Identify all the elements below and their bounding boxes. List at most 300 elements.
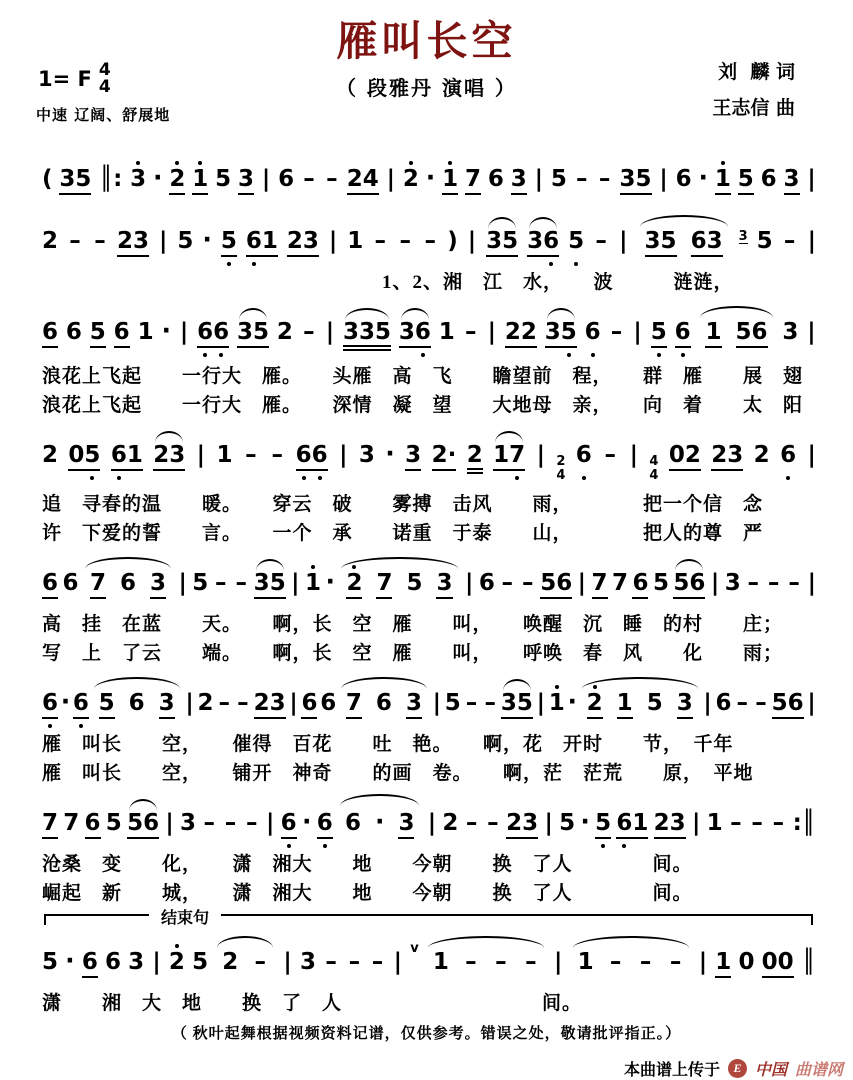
note-token (442, 168, 458, 195)
note-digit: 7 (509, 442, 526, 468)
slur-group (580, 692, 700, 719)
note-digit: 2 (442, 810, 459, 837)
note-digit: 3 (510, 166, 527, 192)
note-token (180, 812, 196, 835)
note-digit: 5 (89, 319, 106, 345)
note-token (246, 230, 278, 257)
dash-extension: – (755, 690, 767, 717)
note-digit: 3 (782, 319, 799, 345)
music-system (42, 792, 817, 908)
barline: | (185, 690, 194, 717)
barline: | (691, 810, 701, 837)
site-name-bold[interactable]: 中国 (754, 1062, 787, 1080)
lyrics-line: 雁 叫长 空， 催得 百花 吐 艳。 啊，花 开时 节， 千年 (42, 734, 734, 756)
note-digit: 5 (253, 319, 270, 345)
note-token (501, 692, 533, 719)
note-digit: 1 (632, 810, 649, 837)
note-digit: 0 (668, 442, 685, 468)
note-digit: 7 (591, 570, 608, 597)
note-digit: 3 (727, 442, 744, 468)
note-token (669, 444, 701, 471)
note-digit: 0 (761, 949, 778, 976)
barline: | (178, 570, 187, 597)
note-digit: 1 (548, 690, 565, 717)
note-token (738, 168, 754, 195)
barline: | (554, 949, 563, 976)
note-token (238, 168, 254, 195)
note-digit: 6 (675, 166, 692, 192)
note-digit: 6 (295, 442, 312, 468)
note-digit: 1 (126, 442, 143, 468)
note-token (192, 951, 208, 974)
note-token (479, 572, 495, 595)
barline: | (339, 442, 348, 468)
note-digit: 0 (68, 442, 85, 468)
note-token (127, 812, 159, 839)
barline: | (328, 228, 338, 254)
note-digit: 6 (72, 690, 89, 717)
note-token (177, 230, 193, 253)
note-token (192, 572, 208, 595)
note-digit: 5 (220, 228, 237, 254)
dash-extension: – (224, 810, 237, 837)
note-token (359, 444, 375, 467)
dash-extension: – (371, 949, 384, 976)
lyrics-line: 浪花上飞起 一行大 雁。 头雁 高 飞 瞻望前 程， 群 雁 展 翅 (42, 366, 804, 387)
note-digit: 5 (177, 228, 194, 254)
note-digit: 6 (311, 442, 328, 468)
note-digit: 1 (137, 319, 154, 345)
note-token (673, 572, 705, 599)
note-digit: 6 (690, 228, 707, 254)
barline: | (165, 810, 174, 837)
note-digit: 6 (316, 810, 333, 837)
slur-group (698, 321, 774, 348)
dash-extension: – (424, 228, 436, 254)
note-digit: v (410, 941, 419, 957)
note-token (654, 812, 686, 839)
note-digit: 5 (673, 570, 690, 597)
note-token (99, 692, 115, 719)
dash-extension: – (465, 690, 478, 717)
meter-numerator: 4 (98, 60, 111, 80)
note-digit: 6 (110, 442, 127, 468)
note-digit: 2 (586, 690, 603, 717)
note-token (576, 444, 592, 467)
note-token (784, 168, 800, 195)
note-token (117, 230, 149, 257)
dash-extension: – (484, 690, 496, 717)
note-token (707, 812, 723, 835)
dash-extension: – (767, 570, 780, 597)
grace-note (739, 230, 748, 244)
note-token (676, 168, 692, 191)
slur-group (571, 951, 691, 974)
note-token (716, 692, 732, 715)
note-digit: 6 (301, 690, 318, 717)
note-digit: 6 (414, 319, 431, 345)
lyrics-line: 沧桑 变 化， 潇 湘大 地 今朝 换 了人 间。 (42, 854, 693, 876)
note-digit: 6 (715, 690, 732, 717)
slur-group (426, 951, 546, 974)
dash-extension: – (94, 228, 106, 254)
slur-group (92, 692, 182, 719)
dash-extension: – (237, 690, 249, 717)
dash-extension: – (747, 570, 759, 597)
note-digit: 5 (756, 228, 773, 254)
note-digit: 7 (42, 810, 59, 837)
note-digit: 6 (487, 166, 504, 192)
note-digit: 2 (520, 319, 537, 345)
note-token (150, 572, 166, 599)
barline: | (432, 690, 442, 717)
note-token (715, 168, 731, 195)
meter-digit: 2 (556, 454, 566, 469)
note-digit: 5 (84, 442, 101, 468)
site-name-light[interactable]: 曲谱网 (794, 1062, 843, 1080)
lyrics-line: 潇 湘 大 地 换 了 人 间。 (42, 993, 583, 1015)
note-digit: 3 (527, 228, 544, 254)
augmentation-dot: · (580, 807, 590, 837)
note-token (612, 572, 628, 595)
dash-extension: – (610, 319, 623, 345)
barline: | (807, 442, 816, 468)
dash-extension: – (604, 442, 616, 468)
note-token (705, 321, 721, 348)
note-digit: 3 (253, 570, 270, 597)
footer (0, 1057, 843, 1080)
barline: | (807, 570, 816, 597)
note-token (169, 951, 185, 974)
note-token (296, 444, 328, 471)
meter-digit: 4 (649, 454, 659, 469)
note-digit: 1 (192, 166, 209, 192)
note-digit: 6 (143, 810, 160, 837)
note-token (493, 444, 525, 471)
note-digit: 7 (612, 570, 629, 597)
barline: | (467, 228, 477, 254)
dash-extension: – (639, 949, 652, 976)
note-digit: 6 (575, 442, 592, 468)
augmentation-dot: · (202, 225, 212, 254)
note-digit: 5 (516, 690, 533, 717)
note-token (300, 951, 316, 974)
note-digit: 2 (466, 442, 483, 468)
music-system (42, 210, 817, 297)
note-digit: 5 (737, 166, 754, 192)
augmentation-dot: · (153, 163, 163, 192)
note-token (345, 812, 361, 835)
lyrics-line: 浪花上飞起 一行大 雁。 深情 凝 望 大地母 亲， 向 着 太 阳 (42, 395, 804, 416)
note-token (445, 692, 461, 715)
note-digit: 6 (42, 690, 59, 717)
note-digit: 3 (436, 570, 453, 597)
note-token (761, 168, 777, 191)
notation-row (42, 148, 817, 206)
barline: | (325, 319, 335, 345)
note-digit: 3 (486, 228, 503, 254)
note-token (129, 692, 145, 715)
augmentation-dot: · (425, 163, 436, 192)
note-digit: 5 (127, 810, 144, 837)
note-digit: 6 (280, 810, 297, 837)
note-digit: 3 (783, 166, 800, 192)
note-digit: 7 (376, 570, 393, 597)
note-token (439, 321, 455, 344)
barline: | (487, 319, 496, 345)
augmentation-dot: · (301, 807, 312, 837)
note-token (725, 572, 741, 595)
note-digit: 2 (346, 166, 363, 192)
augmentation-dot: · (65, 946, 75, 976)
note-token (114, 321, 130, 348)
note-digit: 5 (215, 166, 232, 192)
barline: | (283, 949, 292, 976)
note-token (106, 812, 122, 835)
note-digit: 2 (506, 810, 523, 837)
note-digit: 5 (192, 949, 209, 976)
barline: :║ (792, 810, 816, 837)
note-digit: 5 (595, 810, 612, 837)
note-digit: 6 (105, 949, 122, 976)
note-digit: 7 (63, 810, 80, 837)
note-digit: 1 (706, 810, 723, 837)
notation-row (42, 792, 817, 850)
note-token (346, 572, 362, 599)
note-digit: 5 (75, 166, 92, 192)
note-digit: 2 (42, 228, 59, 254)
note-digit: 5 (550, 166, 567, 192)
note-token (237, 321, 269, 348)
note-digit: 3 (619, 166, 636, 192)
note-token (90, 321, 106, 348)
barline: | (393, 949, 403, 976)
note-digit: 3 (238, 166, 255, 192)
dash-extension: – (609, 949, 622, 976)
note-token (120, 572, 136, 595)
note-digit: 6 (616, 810, 633, 837)
lyrics-line: 雁 叫长 空， 铺开 神奇 的画 卷。 啊，茫 茫荒 原， 平地 (42, 763, 754, 785)
lyricist-credit: 刘 麟 词 (718, 61, 795, 83)
note-token (198, 692, 214, 715)
note-token (651, 321, 667, 348)
lyrics-line: 许 下爱的誓 言。 一个 承 诺重 于泰 山， 把人的尊 严 (42, 523, 764, 545)
note-digit: 1 (577, 949, 594, 976)
note-token (59, 168, 91, 195)
note-token (545, 321, 577, 348)
note-digit: 3 (358, 319, 375, 345)
note-digit: 2 (253, 690, 270, 717)
barline: | (807, 166, 816, 192)
note-digit: 3 (500, 690, 517, 717)
slur-group (339, 572, 459, 599)
note-token (467, 444, 483, 474)
dash-extension: – (399, 228, 412, 254)
note-token (691, 230, 723, 257)
note-digit: 2 (42, 442, 59, 468)
notation-row (42, 424, 817, 490)
note-digit: 3 (398, 810, 415, 837)
note-digit: 3 (669, 810, 686, 837)
note-digit: 2 (402, 166, 419, 192)
note-token (42, 951, 58, 974)
note-digit: 5 (652, 570, 669, 597)
dash-extension: – (235, 570, 247, 597)
note-token (153, 444, 185, 471)
note-token (403, 168, 419, 191)
dash-extension: – (788, 570, 800, 597)
dash-extension: – (598, 166, 611, 192)
augmentation-dot: · (567, 687, 577, 717)
note-token (221, 230, 237, 257)
time-signature (99, 62, 111, 97)
note-digit: 5 (540, 570, 557, 597)
note-digit: 6 (197, 319, 214, 345)
note-digit: 3 (522, 810, 539, 837)
note-token (399, 321, 431, 348)
barline: | (534, 166, 544, 192)
barline: | (196, 442, 206, 468)
note-token (551, 168, 567, 191)
note-token (281, 812, 297, 839)
barline: | (152, 949, 161, 976)
note-digit: 6 (375, 690, 392, 717)
note-digit: 6 (584, 319, 601, 345)
note-token (568, 230, 584, 253)
notation-row (42, 552, 817, 610)
dash-extension: – (751, 810, 763, 837)
note-token (782, 321, 798, 344)
music-system (42, 301, 817, 420)
note-digit: 5 (42, 949, 59, 976)
note-digit: 5 (269, 570, 286, 597)
note-token (128, 951, 144, 974)
note-token (73, 692, 89, 719)
dash-extension: – (203, 810, 216, 837)
note-digit: 3 (130, 166, 147, 192)
note-digit: 1 (715, 949, 732, 976)
note-digit: 2 (169, 166, 186, 192)
key-text: 1= F (38, 67, 92, 92)
note-digit: 5 (568, 228, 585, 254)
note-token (595, 812, 611, 839)
barline: ║: (99, 166, 123, 192)
note-digit: 2 (684, 442, 701, 468)
note-token (653, 572, 669, 595)
barline: | (179, 319, 189, 345)
note-digit: 6 (81, 949, 98, 976)
note-token (130, 168, 146, 191)
note-digit: 5 (735, 319, 752, 345)
dash-extension: – (595, 228, 607, 254)
note-digit: 3 (128, 949, 145, 976)
dash-extension: – (215, 570, 227, 597)
note-digit: 3 (738, 229, 748, 244)
note-token (63, 812, 79, 835)
note-token (406, 692, 422, 719)
barline: | (659, 166, 668, 192)
site-logo-icon[interactable]: E (728, 1059, 747, 1078)
note-digit: 2 (431, 442, 448, 468)
dash-extension: – (254, 949, 267, 976)
note-token (215, 168, 231, 191)
notation-row (42, 210, 817, 268)
note-digit: 3 (169, 442, 186, 468)
note-token (277, 321, 293, 344)
note-digit: 1 (616, 690, 633, 717)
note-digit: 6 (113, 319, 130, 345)
dash-extension: – (374, 228, 387, 254)
augmentation-dot: · (60, 687, 71, 717)
note-digit: 2 (153, 442, 170, 468)
note-digit: 1 (216, 442, 233, 468)
note-digit: 5 (650, 319, 667, 345)
dash-extension: – (669, 949, 682, 976)
barline: | (544, 810, 553, 837)
note-token (772, 692, 804, 719)
note-token (216, 444, 232, 467)
note-digit: 5 (98, 690, 115, 717)
slur-group (83, 572, 173, 599)
note-token (592, 572, 608, 599)
note-digit: 5 (646, 690, 663, 717)
note-digit: 6 (689, 570, 706, 597)
note-digit: 5 (444, 690, 461, 717)
dash-extension: – (303, 166, 315, 192)
note-token (85, 812, 101, 839)
note-digit: 1 (442, 166, 459, 192)
note-token (347, 230, 363, 253)
note-token (222, 951, 238, 974)
note-digit: 1 (493, 442, 510, 468)
note-digit: 1 (432, 949, 449, 976)
barline: | (291, 570, 300, 597)
composer-credit: 王志信 曲 (712, 97, 795, 119)
barline: | (577, 570, 587, 597)
note-token (42, 572, 58, 599)
barline: | (710, 570, 720, 597)
note-digit: 2 (753, 442, 770, 468)
note-digit: 5 (375, 319, 392, 345)
slur-group (339, 692, 429, 719)
dash-extension: – (246, 810, 258, 837)
note-token (511, 168, 527, 195)
note-token (645, 230, 677, 257)
note-token (432, 444, 457, 471)
note-token (42, 230, 58, 253)
note-token (111, 444, 143, 471)
dash-extension: – (326, 166, 338, 192)
note-token (42, 692, 58, 719)
barline: | (386, 166, 396, 192)
note-token (738, 951, 754, 974)
note-token (42, 444, 58, 467)
note-digit: 0 (777, 949, 794, 976)
music-system (42, 148, 817, 206)
barline: | (158, 228, 168, 254)
note-digit: 2 (346, 570, 363, 597)
note-digit: 6 (344, 810, 361, 837)
augmentation-dot: · (161, 316, 171, 345)
note-token (398, 812, 414, 839)
dash-extension: – (271, 442, 284, 468)
note-digit: 3 (158, 690, 175, 717)
barline: | (703, 690, 712, 717)
note-digit: 6 (674, 319, 691, 345)
note-digit: 1 (261, 228, 278, 254)
dash-extension: – (576, 166, 588, 192)
key-signature (38, 62, 111, 97)
